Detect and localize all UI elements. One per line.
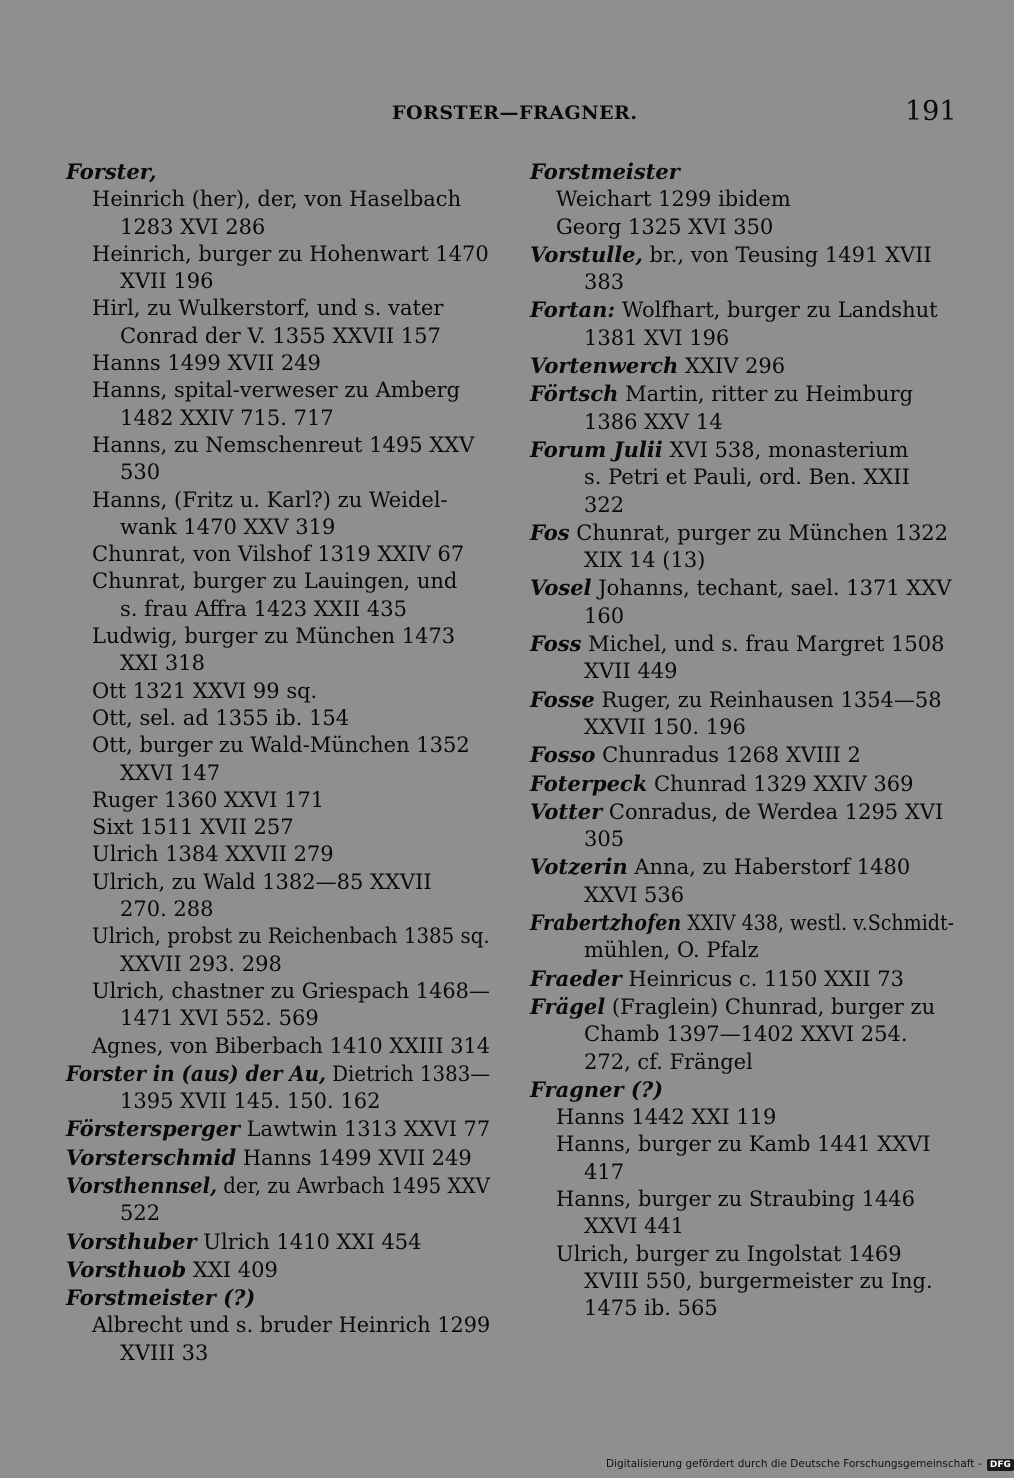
index-entry <box>530 352 954 380</box>
index-entry <box>66 1312 490 1367</box>
entry-line <box>66 978 490 1005</box>
entry-line <box>530 909 954 937</box>
entry-text: Wolfhart, burger zu Landshut <box>615 298 938 323</box>
entry-text: Sixt 1511 XVII 257 <box>92 815 294 840</box>
entry-line <box>530 325 954 352</box>
entry-text: Hanns, burger zu Straubing 1446 <box>556 1186 916 1211</box>
entry-text: Agnes, von Biberbach 1410 XXIII 314 <box>92 1033 491 1058</box>
index-entry <box>66 1256 490 1284</box>
index-entry <box>66 1115 490 1143</box>
entry-text: Ruger, zu Reinhausen 1354—58 <box>594 687 942 712</box>
entry-line <box>66 214 490 241</box>
headword: Foss <box>530 631 582 657</box>
headword: Fortan: <box>530 297 616 323</box>
entry-line <box>530 603 954 630</box>
entry-text: Hanns, burger zu Kamb 1441 XXVI <box>556 1132 931 1157</box>
entry-text: Heinricus c. 1150 XXII 73 <box>621 966 904 991</box>
entry-text: Martin, ritter zu Heimburg <box>618 382 914 407</box>
entry-text: XXIV 296 <box>678 354 786 379</box>
headword: Vorsthennsel, <box>66 1172 217 1198</box>
footer <box>606 1458 1014 1471</box>
entry-line <box>530 214 954 241</box>
entry-line <box>530 436 954 464</box>
index-entry <box>530 158 954 186</box>
entry-text: XIX 14 (13) <box>584 548 706 573</box>
entry-line <box>530 269 954 296</box>
index-entry <box>530 186 954 213</box>
entry-text: Ott, sel. ad 1355 ib. 154 <box>92 705 350 730</box>
index-entry <box>66 487 490 542</box>
entry-line <box>530 1021 954 1048</box>
entry-line <box>530 714 954 741</box>
index-entry <box>530 630 954 686</box>
entry-text: Weichart 1299 ibidem <box>556 187 791 212</box>
entry-text: XXVII 293. 298 <box>120 951 282 976</box>
entry-text: Hanns 1499 XVII 249 <box>236 1145 472 1170</box>
entry-text: Chunrat, purger zu München 1322 <box>569 520 949 545</box>
entry-text: XVI 538, monasterium <box>662 437 909 462</box>
entry-text: Ulrich 1410 XXI 454 <box>196 1229 422 1254</box>
entry-line <box>530 993 954 1021</box>
entry-text: Lawtwin 1313 XXVI 77 <box>240 1117 491 1142</box>
entry-line <box>530 409 954 436</box>
entry-line <box>66 787 490 814</box>
entry-line <box>66 1088 490 1115</box>
left-column <box>66 158 490 1367</box>
headword: Frägel <box>530 993 606 1019</box>
footer-text: Digitalisierung gefördert durch die Deutsche Forschungsgemeinschaft - <box>606 1458 982 1470</box>
index-entry <box>66 295 490 350</box>
headword: Frabertzhofen <box>530 910 682 936</box>
entry-line <box>66 459 490 486</box>
entry-text: 1381 XVI 196 <box>584 325 730 350</box>
dfg-logo: DFG <box>987 1459 1014 1471</box>
entry-text: der, zu Awrbach 1495 XXV <box>216 1173 490 1198</box>
entry-text: Georg 1325 XVI 350 <box>556 214 774 239</box>
entry-line <box>530 965 954 993</box>
entry-line <box>66 487 490 514</box>
index-entry <box>66 1033 490 1060</box>
index-entry <box>66 377 490 432</box>
entry-text: XXVI 441 <box>584 1214 685 1239</box>
entry-text: XXVI 147 <box>120 760 221 785</box>
entry-line <box>66 623 490 650</box>
entry-text: Conrad der V. 1355 XXVII 157 <box>120 323 441 348</box>
headword: Fosso <box>530 742 596 768</box>
headword: Forster in (aus) der Au, <box>66 1060 326 1086</box>
index-entry <box>66 1284 490 1312</box>
headword: Fragner (?) <box>530 1076 664 1102</box>
entry-text: Dietrich 1383— <box>325 1061 491 1086</box>
entry-text: Ott 1321 XXVI 99 sq. <box>92 678 318 703</box>
entry-line <box>66 841 490 868</box>
index-entry <box>66 350 490 377</box>
entry-line <box>530 1213 954 1240</box>
index-entry <box>66 623 490 678</box>
entry-text: 1386 XXV 14 <box>584 409 723 434</box>
index-entry <box>66 568 490 623</box>
index-entry <box>66 978 490 1033</box>
entry-text: Johanns, techant, sael. 1371 XXV <box>591 576 952 601</box>
entry-text: wank 1470 XXV 319 <box>120 514 336 539</box>
index-entry <box>66 541 490 568</box>
entry-text: Chunrad 1329 XXIV 369 <box>647 771 914 796</box>
entry-line <box>530 1159 954 1186</box>
index-entry <box>530 770 954 798</box>
headword: Förtsch <box>530 381 619 407</box>
index-entry <box>530 296 954 352</box>
index-entry <box>66 158 490 186</box>
running-title: FORSTER—FRAGNER. <box>392 102 638 124</box>
index-entry <box>530 741 954 769</box>
entry-line <box>66 295 490 322</box>
entry-text: br., von Teusing 1491 XVII <box>642 242 932 267</box>
index-entry <box>530 241 954 297</box>
entry-line <box>66 951 490 978</box>
entry-text: XXIV 438, westl. v.Schmidt- <box>681 911 955 936</box>
entry-text: Albrecht und s. bruder Heinrich 1299 <box>92 1313 491 1338</box>
entry-line <box>530 798 954 826</box>
entry-line <box>66 678 490 705</box>
entry-line <box>66 323 490 350</box>
entry-text: Ruger 1360 XXVI 171 <box>92 787 325 812</box>
entry-line <box>530 686 954 714</box>
entry-text: Michel, und s. frau Margret 1508 <box>581 632 945 657</box>
entry-line <box>530 241 954 269</box>
headword: Votter <box>530 798 603 824</box>
entry-text: 417 <box>584 1159 625 1184</box>
entry-text: XXI 318 <box>120 651 205 676</box>
index-entry <box>530 686 954 742</box>
entry-text: Ludwig, burger zu München 1473 <box>92 624 456 649</box>
entry-line <box>66 377 490 404</box>
entry-line <box>66 1060 490 1088</box>
headword: Fosse <box>530 686 595 712</box>
headword: Forum Julii <box>530 436 663 462</box>
index-entry <box>530 1241 954 1323</box>
entry-line <box>530 186 954 213</box>
entry-line <box>66 1228 490 1256</box>
entry-line <box>530 574 954 602</box>
entry-line <box>66 1340 490 1367</box>
entry-text: 1482 XXIV 715. 717 <box>120 405 334 430</box>
index-entry <box>530 909 954 965</box>
entry-line <box>66 1256 490 1284</box>
entry-line <box>66 1172 490 1200</box>
entry-text: 1395 XVII 145. 150. 162 <box>120 1089 381 1114</box>
entry-text: XVIII 33 <box>120 1340 209 1365</box>
page-header <box>0 96 1000 136</box>
entry-line <box>530 1049 954 1076</box>
entry-text: Ulrich, chastner zu Griespach 1468— <box>92 978 490 1003</box>
index-entry <box>66 1144 490 1172</box>
entry-text: Chunrat, burger zu Lauingen, und <box>92 569 458 594</box>
index-entry <box>66 814 490 841</box>
entry-line <box>66 1312 490 1339</box>
entry-text: XVII 449 <box>584 659 678 684</box>
entry-line <box>66 405 490 432</box>
entry-line <box>66 268 490 295</box>
index-entry <box>66 705 490 732</box>
index-entry <box>66 186 490 241</box>
right-column <box>530 158 954 1322</box>
index-entry <box>66 432 490 487</box>
page-number: 191 <box>905 96 957 127</box>
entry-text: Hirl, zu Wulkerstorf, und s. vater <box>92 296 444 321</box>
headword: Votzerin <box>530 854 628 880</box>
entry-text: 322 <box>584 492 625 517</box>
entry-text: 1283 XVI 286 <box>120 214 266 239</box>
entry-text: XXI 409 <box>186 1257 278 1282</box>
headword: Forster, <box>66 159 157 184</box>
headword: Fraeder <box>530 965 622 991</box>
entry-line <box>530 1104 954 1131</box>
index-entry <box>530 1076 954 1104</box>
entry-text: (Fraglein) Chunrad, burger zu <box>605 994 936 1019</box>
entry-text: XXVII 150. 196 <box>584 714 746 739</box>
entry-line <box>530 547 954 574</box>
entry-line <box>66 896 490 923</box>
entry-text: 160 <box>584 603 625 628</box>
index-entry <box>530 574 954 630</box>
entry-text: Ott, burger zu Wald-München 1352 <box>92 733 470 758</box>
entry-text: mühlen, O. Pfalz <box>584 938 759 963</box>
headword: Vorsthuob <box>66 1256 187 1282</box>
index-entry <box>66 1172 490 1228</box>
entry-text: Conradus, de Werdea 1295 XVI <box>602 799 944 824</box>
entry-line <box>66 760 490 787</box>
entry-line <box>530 1241 954 1268</box>
entry-line <box>530 296 954 324</box>
headword: Vosel <box>530 575 592 601</box>
index-entry <box>66 1060 490 1116</box>
entry-line <box>530 1186 954 1213</box>
entry-text: Chunrat, von Vilshof 1319 XXIV 67 <box>92 542 465 567</box>
headword: Fos <box>530 519 570 545</box>
entry-line <box>530 853 954 881</box>
entry-line <box>530 158 954 186</box>
entry-line <box>66 814 490 841</box>
entry-text: 1475 ib. 565 <box>584 1296 718 1321</box>
index-entry <box>530 519 954 575</box>
entry-line <box>66 432 490 459</box>
index-entry <box>530 1104 954 1131</box>
entry-line <box>530 1268 954 1295</box>
headword: Foterpeck <box>530 770 648 796</box>
entry-line <box>66 241 490 268</box>
entry-line <box>66 568 490 595</box>
entry-text: Ulrich, zu Wald 1382—85 XXVII <box>92 869 432 894</box>
entry-line <box>66 1284 490 1312</box>
entry-text: 270. 288 <box>120 897 214 922</box>
entry-line <box>66 923 490 950</box>
entry-line <box>530 464 954 491</box>
entry-text: Heinrich (her), der, von Haselbach <box>92 187 462 212</box>
entry-text: Hanns 1499 XVII 249 <box>92 351 321 376</box>
index-entry <box>530 853 954 909</box>
entry-line <box>66 1200 490 1227</box>
entry-text: 305 <box>584 827 625 852</box>
index-entry <box>530 1186 954 1241</box>
headword: Vorsterschmid <box>66 1144 237 1170</box>
headword: Vorstulle, <box>530 241 643 267</box>
entry-text: 530 <box>120 460 161 485</box>
entry-line <box>530 826 954 853</box>
entry-text: Heinrich, burger zu Hohenwart 1470 <box>92 241 489 266</box>
headword: Forstmeister <box>530 159 680 184</box>
entry-line <box>66 869 490 896</box>
index-entry <box>66 787 490 814</box>
entry-text: s. Petri et Pauli, ord. Ben. XXII <box>584 465 910 490</box>
entry-text: 383 <box>584 270 625 295</box>
index-entry <box>66 841 490 868</box>
entry-line <box>530 380 954 408</box>
index-entry <box>530 436 954 519</box>
index-entry <box>66 1228 490 1256</box>
entry-text: 1471 XVI 552. 569 <box>120 1006 319 1031</box>
entry-line <box>66 514 490 541</box>
entry-text: Hanns 1442 XXI 119 <box>556 1105 777 1130</box>
index-entry <box>530 1131 954 1186</box>
entry-text: XXVI 536 <box>584 882 685 907</box>
index-entry <box>66 923 490 978</box>
entry-line <box>66 158 490 186</box>
entry-text: s. frau Affra 1423 XXII 435 <box>120 596 407 621</box>
entry-line <box>530 770 954 798</box>
entry-line <box>66 1115 490 1143</box>
entry-line <box>530 519 954 547</box>
entry-line <box>530 1076 954 1104</box>
entry-line <box>66 1005 490 1032</box>
entry-line <box>530 658 954 685</box>
index-entry <box>530 214 954 241</box>
entry-line <box>530 1131 954 1158</box>
entry-line <box>66 541 490 568</box>
index-entry <box>66 678 490 705</box>
entry-text: Hanns, zu Nemschenreut 1495 XXV <box>92 432 475 457</box>
headword: Förstersperger <box>66 1116 241 1142</box>
entry-text: Hanns, (Fritz u. Karl?) zu Weidel- <box>92 487 448 512</box>
index-entry <box>530 993 954 1076</box>
index-entry <box>66 732 490 787</box>
entry-text: 272, cf. Frängel <box>584 1049 753 1074</box>
entry-line <box>530 1295 954 1322</box>
entry-text: Chunradus 1268 XVIII 2 <box>595 743 861 768</box>
index-entry <box>530 380 954 436</box>
index-entry <box>66 869 490 924</box>
entry-line <box>66 650 490 677</box>
index-entry <box>66 241 490 296</box>
index-entry <box>530 798 954 854</box>
entry-text: XVII 196 <box>120 269 214 294</box>
entry-line <box>530 741 954 769</box>
entry-line <box>530 882 954 909</box>
entry-text: Ulrich 1384 XXVII 279 <box>92 842 334 867</box>
headword: Vortenwerch <box>530 353 679 379</box>
headword: Vorsthuber <box>66 1228 197 1254</box>
entry-line <box>530 352 954 380</box>
headword: Forstmeister (?) <box>66 1285 256 1311</box>
entry-text: 522 <box>120 1201 161 1226</box>
entry-line <box>66 350 490 377</box>
entry-line <box>530 492 954 519</box>
entry-text: Hanns, spital-verweser zu Amberg <box>92 378 461 403</box>
entry-line <box>66 732 490 759</box>
entry-line <box>66 1033 490 1060</box>
entry-text: Anna, zu Haberstorf 1480 <box>627 855 911 880</box>
entry-text: Chamb 1397—1402 XXVI 254. <box>584 1022 908 1047</box>
entry-text: Ulrich, probst zu Reichenbach 1385 sq. <box>92 924 490 949</box>
entry-text: XVIII 550, burgermeister zu Ing. <box>584 1268 933 1293</box>
entry-line <box>530 937 954 964</box>
entry-line <box>66 1144 490 1172</box>
entry-line <box>66 186 490 213</box>
entry-line <box>66 596 490 623</box>
entry-text: Ulrich, burger zu Ingolstat 1469 <box>556 1241 902 1266</box>
entry-line <box>530 630 954 658</box>
index-entry <box>530 965 954 993</box>
entry-line <box>66 705 490 732</box>
